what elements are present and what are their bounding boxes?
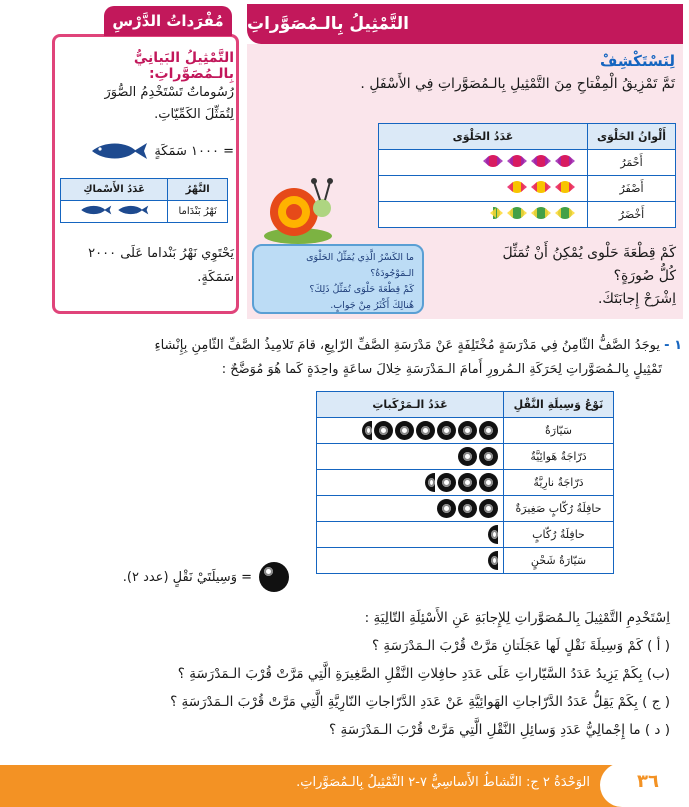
vocab-content <box>58 50 234 126</box>
half-wheel-icon <box>362 421 372 440</box>
wheel-key-text: = وَسِيلَتَيْ نَقْلٍ (عدد ٢). <box>122 569 252 585</box>
fish-col-header: عَدَدُ الأَسْماكِ <box>61 179 168 201</box>
vocab-def-line1: رُسُوماتٌ تَسْتَخْدِمُ الصُّوَرَ <box>104 85 234 100</box>
page-title-bar <box>247 4 683 44</box>
footer-unit-text: الوَحْدَةُ ٢ ج: النَّشاطُ الأَساسِيُّ ٧-٢ التَّمْثِيلُ بِالـمُصَوَّراتِ. <box>296 775 590 790</box>
wheel-icon <box>458 421 477 440</box>
wheel-icon <box>479 499 498 518</box>
fish-pictogram <box>61 201 168 223</box>
discover-text <box>255 52 675 96</box>
wheel-icon <box>479 447 498 466</box>
discover-title: لِنَسْتَكْشِفْ <box>600 52 675 70</box>
callout-line1: ما الكَسْرُ الَّذِي يُمَثِّلُ الحَلْوَى الـمَوْجُودَةُ؟ <box>306 252 414 279</box>
wheel-pictogram-trucks <box>317 548 504 574</box>
candy-icon <box>558 155 572 167</box>
exercise-text <box>18 334 682 382</box>
traffic-table <box>316 391 614 574</box>
river-row-label: نَهْرُ بَنْدَاما <box>168 201 228 223</box>
half-wheel-icon <box>488 551 498 570</box>
wheel-pictogram-bicycles <box>317 444 504 470</box>
wheel-pictogram-minibuses <box>317 496 504 522</box>
wheel-icon <box>458 447 477 466</box>
candy-table <box>378 123 676 228</box>
discover-question-line3: اِشْرَحْ إِجابَتَكَ. <box>597 291 676 307</box>
wheel-icon <box>374 421 393 440</box>
callout-line3: هُنالِكَ أَكْثَرُ مِنْ جَوابٍ. <box>330 300 414 311</box>
wheel-key <box>28 562 290 592</box>
exercise-line2: تَمْثِيلٍ بِالـمُصَوَّراتِ لِحَرَكَةِ الـمُرورِ أَمامَ الـمَدْرَسَةِ خِلالَ ساعَةٍ واحِدَةٍ كَما هُوَ مُوَضَّحٌ : <box>221 362 662 377</box>
candy-icon <box>534 207 548 219</box>
question-b: (ب) بِكَمْ يَزِيدُ عَدَدُ السَّيّاراتِ عَلَى عَدَدِ حافِلاتِ النَّقْلِ الصَّغِيرَةِ الَّتِي مَرَّتْ قُرْبَ الـمَدْرَسَةِ ؟ <box>177 666 670 682</box>
page-number: ٣٦ <box>637 771 659 792</box>
candy-pictogram-yellow <box>379 176 588 202</box>
wheel-icon <box>259 562 289 592</box>
candy-icon <box>510 207 524 219</box>
candy-row-label: أَحْمَرُ <box>588 150 676 176</box>
wheel-icon <box>416 421 435 440</box>
page-title: التَّمْثِيلُ بِالـمُصَوَّراتِ <box>247 14 409 34</box>
exercise-number: ١ - <box>664 338 682 353</box>
wheel-icon <box>458 499 477 518</box>
candy-color-header: أَلْوانُ الحَلْوَى <box>588 124 676 150</box>
river-table <box>60 178 228 223</box>
discover-question <box>432 242 676 311</box>
wheel-icon <box>395 421 414 440</box>
wheel-icon <box>479 473 498 492</box>
candy-icon <box>534 181 548 193</box>
fish-icon <box>90 140 148 162</box>
candy-pictogram-red <box>379 150 588 176</box>
exercise-line1: يوجَدُ الصَّفُّ الثّامِنُ فِي مَدْرَسَةٍ مُخْتَلِفَةٍ عَنْ مَدْرَسَةِ الصَّفِّ الرّابِعِ، قامَ تَلامِيذُ الصَّفِّ الثّامِنِ بِإِنْشاءِ <box>154 338 660 353</box>
candy-pictogram-green <box>379 202 588 228</box>
candy-icon <box>558 207 572 219</box>
discover-question-line2: كُلُّ صُورَةٍ؟ <box>613 268 676 284</box>
wheel-icon <box>458 473 477 492</box>
fish-icon <box>116 204 150 216</box>
wheel-icon <box>437 499 456 518</box>
wheel-pictogram-buses <box>317 522 504 548</box>
half-candy-icon <box>493 207 500 219</box>
vehicle-count-header: عَدَدُ الـمَرْكَباتِ <box>317 392 504 418</box>
candy-row-label: أَخْضَرُ <box>588 202 676 228</box>
hint-callout <box>252 244 424 314</box>
candy-row-label: أَصْفَرُ <box>588 176 676 202</box>
half-wheel-icon <box>488 525 498 544</box>
half-wheel-icon <box>425 473 435 492</box>
vehicle-row-label: سَيّارَةٌ <box>504 418 614 444</box>
instruction-text: اِسْتَخْدِمِ التَّمْثِيلَ بِالـمُصَوَّراتِ لِلإِجابَةِ عَنِ الأَسْئِلَةِ التّالِيَةِ : <box>364 610 670 626</box>
question-a: ( أ ) كَمْ وَسِيلَةَ نَقْلٍ لَها عَجَلَتانِ مَرَّتْ قُرْبَ الـمَدْرَسَةِ ؟ <box>371 638 670 654</box>
fish-icon <box>79 204 113 216</box>
wheel-pictogram-cars <box>317 418 504 444</box>
vocab-term: التَّمْثِيلُ البَيانِيُّ بِالـمُصَوَّراتِ: <box>133 50 234 82</box>
discover-intro: تَمَّ تَمْزِيقُ الْمِفْتاحِ مِنَ التَّمْثِيلِ بِالـمُصَوَّراتِ فِي الأَسْفَلِ . <box>360 76 675 92</box>
wheel-icon <box>437 421 456 440</box>
vocab-key <box>58 140 234 162</box>
candy-icon <box>510 155 524 167</box>
snail-icon <box>258 168 338 248</box>
candy-icon <box>510 181 524 193</box>
vehicle-row-label: دَرّاجَةٌ هَوائِيَّةٌ <box>504 444 614 470</box>
question-list <box>18 604 670 744</box>
wheel-pictogram-motorcycles <box>317 470 504 496</box>
vocab-def-line2: لِتُمَثِّلَ الكَمِّيّاتِ. <box>154 107 234 122</box>
callout-line2: كَمْ قِطْعَةَ حَلْوَى تُمَثِّلُ ذَلِكَ؟ <box>309 284 414 295</box>
question-c: ( ج ) بِكَمْ يَقِلُّ عَدَدُ الدَّرّاجاتِ الهَوائِيَّةِ عَنْ عَدَدِ الدَّرّاجاتِ النّارِيَّةِ الَّتِي مَرَّتْ قُرْبَ الـمَدْرَسَةِ ؟ <box>170 694 670 710</box>
candy-icon <box>486 155 500 167</box>
vehicle-row-label: حافِلَةُ رُكّابٍ <box>504 522 614 548</box>
wheel-icon <box>479 421 498 440</box>
candy-icon <box>534 155 548 167</box>
vehicle-row-label: حافِلَةُ رُكّابٍ صَغِيرَةٌ <box>504 496 614 522</box>
vocab-note-line1: يَحْتَوِي نَهْرُ بَنْداما عَلَى ٢٠٠٠ <box>88 246 234 261</box>
vehicle-row-label: سَيّارَةُ شَحْنٍ <box>504 548 614 574</box>
discover-question-line1: كَمْ قِطْعَةَ حَلْوى يُمْكِنُ أَنْ تُمَثِّلَ <box>502 245 676 261</box>
vehicle-row-label: دَرّاجَةٌ نارِيَّةٌ <box>504 470 614 496</box>
candy-icon <box>558 181 572 193</box>
vocab-note <box>58 242 234 290</box>
wheel-icon <box>437 473 456 492</box>
candy-count-header: عَدَدُ الحَلْوَى <box>379 124 588 150</box>
vocab-header: مُفْرَداتُ الدَّرْسِ <box>104 6 232 36</box>
river-col-header: النَّهْرُ <box>168 179 228 201</box>
vehicle-type-header: نَوْعُ وَسِيلَةِ النَّقْلِ <box>504 392 614 418</box>
vocab-note-line2: سَمَكَةٍ. <box>197 270 234 285</box>
question-d: ( د ) ما إِجْمالِيُّ عَدَدِ وَسائِلِ النَّقْلِ الَّتِي مَرَّتْ قُرْبَ الـمَدْرَسَةِ ؟ <box>329 722 670 738</box>
vocab-key-text: = ١٠٠٠ سَمَكَةٍ <box>154 143 234 159</box>
